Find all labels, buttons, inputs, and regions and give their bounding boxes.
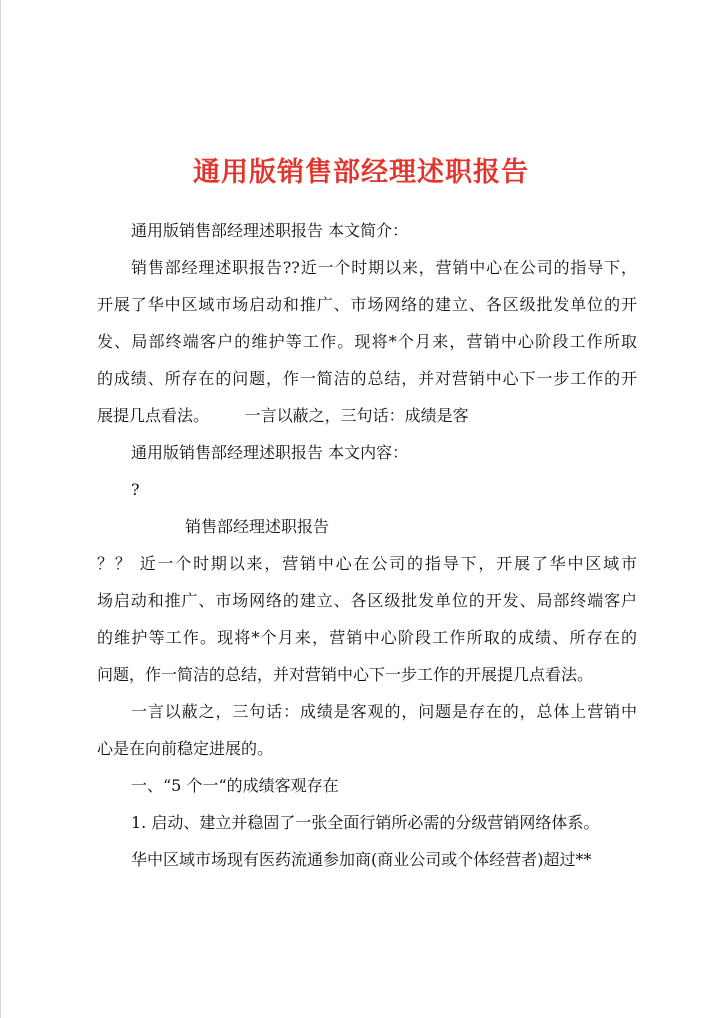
document-body [97, 212, 637, 878]
document-title: 通用版销售部经理述职报告 [193, 157, 529, 188]
intro-line: 的成绩、所存在的问题，作一简洁的总结，并对营销中心下一步工作的开 [97, 369, 637, 388]
paragraph-line: 心是在向前稳定进展的。 [97, 739, 274, 758]
intro-label: 通用版销售部经理述职报告 本文简介： [131, 221, 409, 240]
question-mark: ? [131, 480, 140, 499]
report-subtitle: 销售部经理述职报告 [185, 517, 330, 536]
paragraph-line: 问题，作一简洁的总结，并对营销中心下一步工作的开展提几点看法。 [97, 665, 594, 684]
paragraph-line: 华中区域市场现有医药流通参加商(商业公司或个体经营者)超过** [131, 850, 592, 869]
content-label: 通用版销售部经理述职报告 本文内容： [131, 443, 409, 462]
paragraph-line: 的维护等工作。现将*个月来，营销中心阶段工作所取的成绩、所存在的 [97, 628, 637, 647]
paragraph-line: ？？ 近一个时期以来，营销中心在公司的指导下，开展了华中区域市 [97, 554, 637, 573]
intro-line: 展提几点看法。 一言以蔽之，三句话：成绩是客 [97, 406, 469, 425]
paragraph-line: 一言以蔽之，三句话：成绩是客观的，问题是存在的，总体上营销中 [131, 702, 637, 721]
paragraph-line: 场启动和推广、市场网络的建立、各区级批发单位的开发、局部终端客户 [97, 591, 637, 610]
intro-line: 开展了华中区域市场启动和推广、市场网络的建立、各区级批发单位的开 [97, 295, 637, 314]
section-heading: 一、“5 个一“的成绩客观存在 [131, 776, 339, 795]
list-item: 1. 启动、建立并稳固了一张全面行销所必需的分级营销网络体系。 [131, 813, 600, 832]
intro-line: 发、局部终端客户的维护等工作。现将*个月来，营销中心阶段工作所取 [97, 332, 637, 351]
intro-line: 销售部经理述职报告??近一个时期以来，营销中心在公司的指导下， [131, 258, 637, 277]
